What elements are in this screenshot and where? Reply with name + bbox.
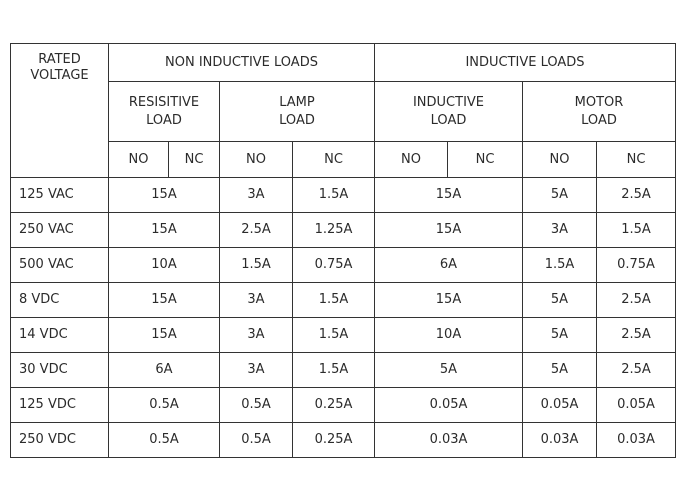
lamp-no-cell: 3A <box>220 318 293 353</box>
motor-nc-cell: 2.5A <box>597 353 676 388</box>
lamp-no-cell: 3A <box>220 283 293 318</box>
inductive-value-cell: 6A <box>375 248 523 283</box>
voltage-cell: 500 VAC <box>11 248 109 283</box>
motor-no-cell: 0.03A <box>523 423 597 458</box>
table-row <box>11 283 676 318</box>
resistive-value-cell: 0.5A <box>109 388 220 423</box>
header-row-load-types <box>11 82 676 142</box>
lamp-nc-cell: 0.25A <box>293 388 375 423</box>
motor-no-cell: 1.5A <box>523 248 597 283</box>
table-row <box>11 318 676 353</box>
voltage-cell: 14 VDC <box>11 318 109 353</box>
lamp-no-header: NO <box>220 142 293 178</box>
inductive-value-cell: 10A <box>375 318 523 353</box>
lamp-nc-cell: 1.5A <box>293 178 375 213</box>
motor-nc-cell: 2.5A <box>597 283 676 318</box>
resistive-value-cell: 10A <box>109 248 220 283</box>
lamp-nc-cell: 0.75A <box>293 248 375 283</box>
rated-voltage-header <box>11 44 109 178</box>
resistive-value-cell: 6A <box>109 353 220 388</box>
resistive-value-cell: 0.5A <box>109 423 220 458</box>
lamp-no-cell: 3A <box>220 178 293 213</box>
lamp-nc-cell: 0.25A <box>293 423 375 458</box>
lamp-nc-cell: 1.5A <box>293 353 375 388</box>
lamp-load-label: LAMP LOAD <box>279 94 315 128</box>
table-row <box>11 423 676 458</box>
table-row <box>11 178 676 213</box>
resistive-value-cell: 15A <box>109 213 220 248</box>
lamp-nc-header: NC <box>293 142 375 178</box>
non-inductive-loads-header: NON INDUCTIVE LOADS <box>109 44 375 82</box>
resistive-value-cell: 15A <box>109 178 220 213</box>
resistive-load-header <box>109 82 220 142</box>
motor-load-label: MOTOR LOAD <box>574 94 624 128</box>
table-row <box>11 388 676 423</box>
lamp-load-header <box>220 82 375 142</box>
voltage-cell: 250 VAC <box>11 213 109 248</box>
inductive-loads-header: INDUCTIVE LOADS <box>375 44 676 82</box>
motor-nc-cell: 2.5A <box>597 318 676 353</box>
rated-voltage-label: RATED VOLTAGE <box>30 52 89 84</box>
lamp-no-cell: 0.5A <box>220 423 293 458</box>
lamp-nc-cell: 1.5A <box>293 318 375 353</box>
lamp-no-cell: 1.5A <box>220 248 293 283</box>
inductive-value-cell: 15A <box>375 283 523 318</box>
load-rating-table <box>10 43 676 458</box>
inductive-value-cell: 0.03A <box>375 423 523 458</box>
motor-nc-cell: 2.5A <box>597 178 676 213</box>
motor-nc-header: NC <box>597 142 676 178</box>
inductive-value-cell: 0.05A <box>375 388 523 423</box>
motor-no-cell: 0.05A <box>523 388 597 423</box>
header-row-contacts <box>11 142 676 178</box>
inductive-value-cell: 5A <box>375 353 523 388</box>
resistive-load-label: RESISITIVE LOAD <box>128 94 200 128</box>
resistive-no-header: NO <box>109 142 169 178</box>
resistive-nc-header: NC <box>169 142 220 178</box>
lamp-no-cell: 2.5A <box>220 213 293 248</box>
table-row <box>11 353 676 388</box>
motor-load-header <box>523 82 676 142</box>
table-row <box>11 248 676 283</box>
motor-no-cell: 5A <box>523 318 597 353</box>
inductive-value-cell: 15A <box>375 213 523 248</box>
inductive-load-header <box>375 82 523 142</box>
inductive-no-header: NO <box>375 142 448 178</box>
resistive-value-cell: 15A <box>109 283 220 318</box>
lamp-no-cell: 0.5A <box>220 388 293 423</box>
motor-nc-cell: 0.05A <box>597 388 676 423</box>
lamp-nc-cell: 1.25A <box>293 213 375 248</box>
voltage-cell: 30 VDC <box>11 353 109 388</box>
inductive-nc-header: NC <box>448 142 523 178</box>
motor-no-cell: 3A <box>523 213 597 248</box>
inductive-load-label: INDUCTIVE LOAD <box>412 94 485 128</box>
motor-nc-cell: 0.75A <box>597 248 676 283</box>
motor-no-cell: 5A <box>523 283 597 318</box>
motor-no-cell: 5A <box>523 353 597 388</box>
motor-nc-cell: 1.5A <box>597 213 676 248</box>
voltage-cell: 250 VDC <box>11 423 109 458</box>
header-row-groups <box>11 44 676 82</box>
lamp-no-cell: 3A <box>220 353 293 388</box>
lamp-nc-cell: 1.5A <box>293 283 375 318</box>
inductive-value-cell: 15A <box>375 178 523 213</box>
table-row <box>11 213 676 248</box>
voltage-cell: 125 VAC <box>11 178 109 213</box>
voltage-cell: 8 VDC <box>11 283 109 318</box>
voltage-cell: 125 VDC <box>11 388 109 423</box>
resistive-value-cell: 15A <box>109 318 220 353</box>
motor-no-cell: 5A <box>523 178 597 213</box>
motor-nc-cell: 0.03A <box>597 423 676 458</box>
motor-no-header: NO <box>523 142 597 178</box>
